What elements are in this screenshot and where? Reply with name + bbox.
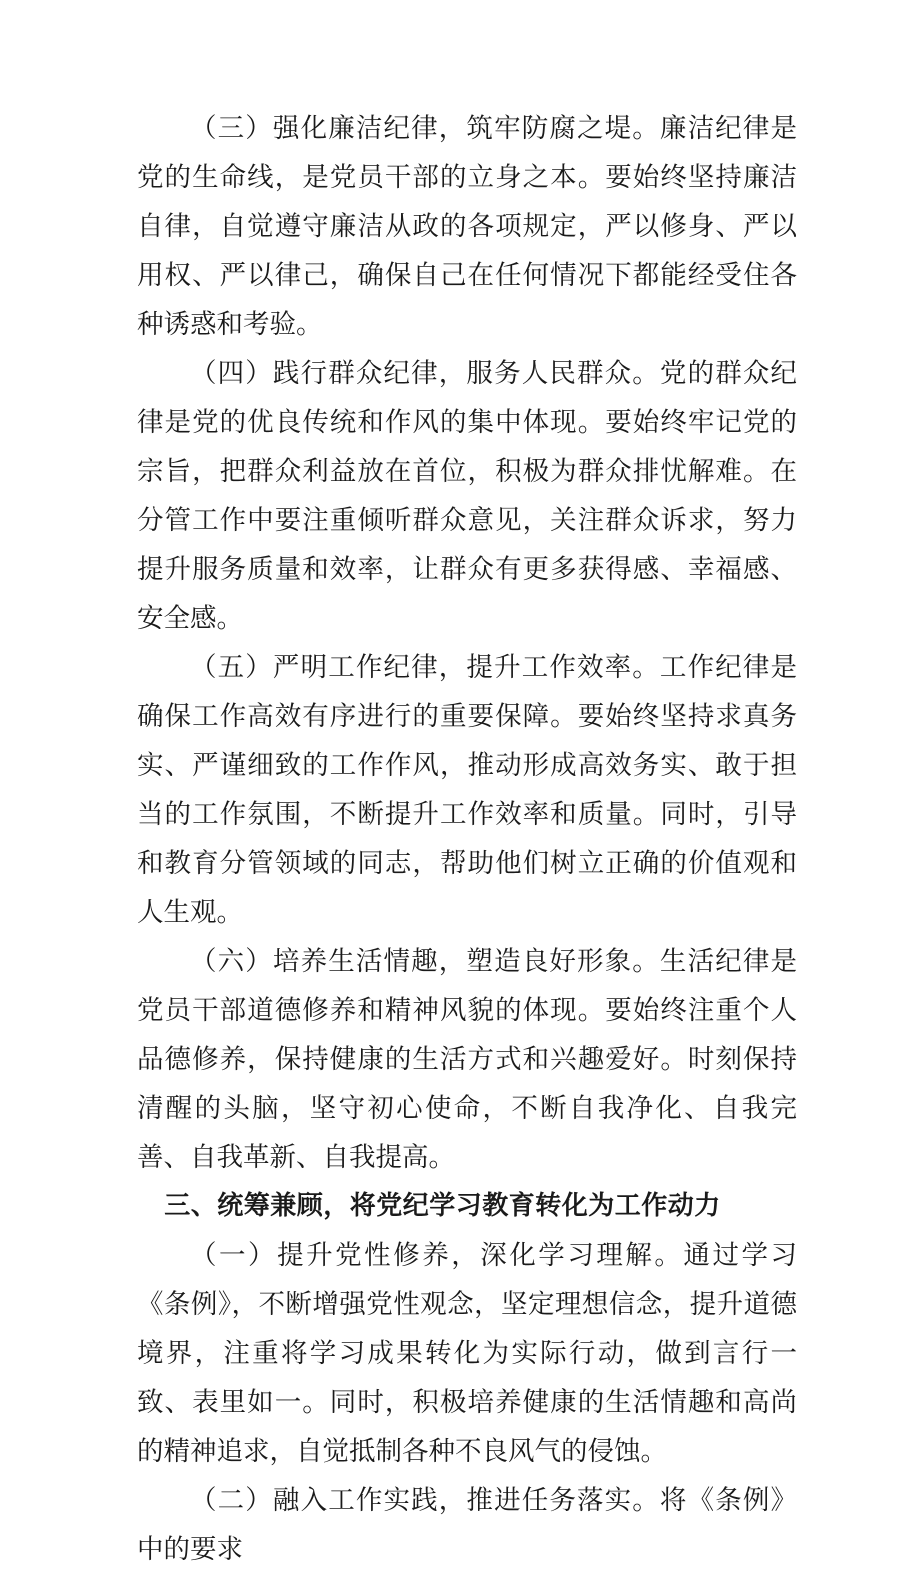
paragraph-work-practice: （二）融入工作实践，推进任务落实。将《条例》中的要求 (137, 1485, 797, 1565)
paragraph-mass-discipline: （四）践行群众纪律，服务人民群众。党的群众纪律是党的优良传统和作风的集中体现。要始终牢记党的宗旨，把群众利益放在首位，积极为群众排忧解难。在分管工作中要注重倾听群众意见，关注群众诉求，努力提升服务质量和效率，让群众有更多获得感、幸福感、安全感。 (137, 358, 797, 634)
paragraph-party-spirit: （一）提升党性修养，深化学习理解。通过学习《条例》，不断增强党性观念，坚定理想信念，提升道德境界，注重将学习成果转化为实际行动，做到言行一致、表里如一。同时，积极培养健康的生活情趣和高尚的精神追求，自觉抵制各种不良风气的侵蚀。 (137, 1240, 797, 1467)
document-body (137, 104, 797, 1574)
section-heading: 三、统筹兼顾，将党纪学习教育转化为工作动力 (164, 1191, 721, 1221)
paragraph-life-discipline: （六）培养生活情趣，塑造良好形象。生活纪律是党员干部道德修养和精神风貌的体现。要始终注重个人品德修养，保持健康的生活方式和兴趣爱好。时刻保持清醒的头脑，坚守初心使命，不断自我净化、自我完善、自我革新、自我提高。 (137, 946, 797, 1173)
paragraph-integrity-discipline: （三）强化廉洁纪律，筑牢防腐之堤。廉洁纪律是党的生命线，是党员干部的立身之本。要始终坚持廉洁自律，自觉遵守廉洁从政的各项规定，严以修身、严以用权、严以律己，确保自己在任何情况下都能经受住各种诱惑和考验。 (137, 113, 797, 340)
paragraph-work-discipline: （五）严明工作纪律，提升工作效率。工作纪律是确保工作高效有序进行的重要保障。要始终坚持求真务实、严谨细致的工作作风，推动形成高效务实、敢于担当的工作氛围，不断提升工作效率和质量。同时，引导和教育分管领域的同志，帮助他们树立正确的价值观和人生观。 (137, 652, 797, 928)
